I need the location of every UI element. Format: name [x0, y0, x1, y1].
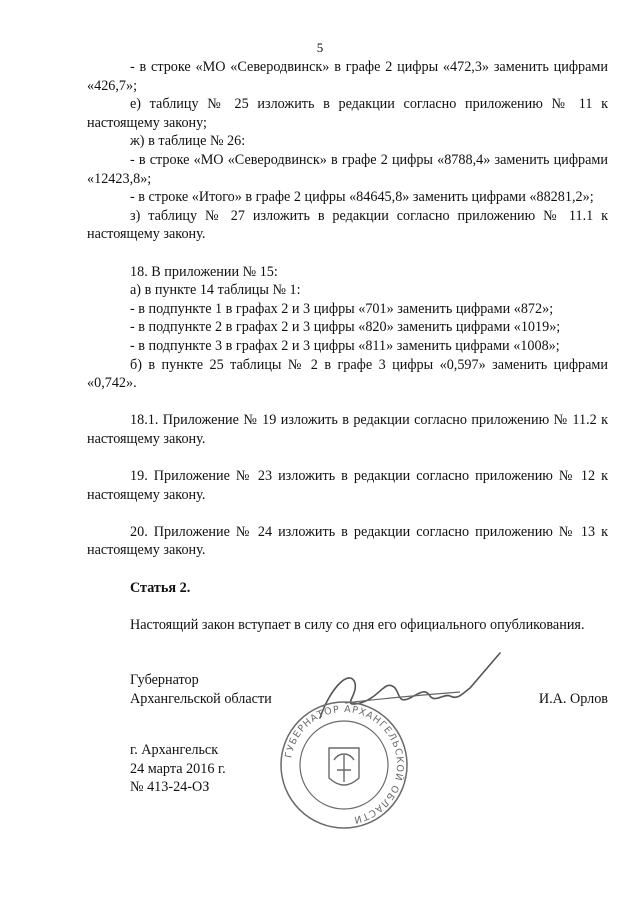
- paragraph: ж) в таблице № 26:: [130, 133, 246, 150]
- paragraph: 19. Приложение № 23 изложить в редакции согласно приложению № 12 к настоящему закону.: [87, 468, 608, 503]
- paragraph: 18.1. Приложение № 19 изложить в редакции согласно приложению № 11.2 к настоящему закону.: [87, 412, 608, 447]
- paragraph: - в строке «Итого» в графе 2 цифры «84645,8» заменить цифрами «88281,2»;: [130, 189, 594, 206]
- paragraph: з) таблицу № 27 изложить в редакции согласно приложению № 11.1 к настоящему закону.: [87, 207, 608, 243]
- signatory-title: [130, 671, 272, 708]
- paragraph: 20. Приложение № 24 изложить в редакции согласно приложению № 13 к настоящему закону.: [87, 523, 608, 559]
- paragraph: - в подпункте 2 в графах 2 и 3 цифры «820» заменить цифрами «1019»;: [130, 319, 561, 336]
- signatory-title-line1: Губернатор: [130, 672, 199, 688]
- paragraph: е) таблицу № 25 изложить в редакции согласно приложению № 11 к настоящему закону;: [87, 96, 608, 131]
- document-body: [87, 58, 608, 634]
- footer-city: г. Архангельск: [130, 742, 219, 758]
- footer-date: 24 марта 2016 г.: [130, 760, 226, 777]
- signatory-name: И.А. Орлов: [538, 691, 608, 707]
- article-text: Настоящий закон вступает в силу со дня его официального опубликования.: [130, 616, 585, 633]
- page-number: 5: [316, 40, 324, 55]
- official-seal-icon: [279, 700, 409, 830]
- paragraph: - в подпункте 3 в графах 2 и 3 цифры «811» заменить цифрами «1008»;: [130, 337, 560, 354]
- signatory-title-line2: Архангельской области: [130, 690, 272, 707]
- paragraph: - в подпункте 1 в графах 2 и 3 цифры «701» заменить цифрами «872»;: [130, 300, 554, 317]
- paragraph: а) в пункте 14 таблицы № 1:: [130, 282, 301, 299]
- paragraph: б) в пункте 25 таблицы № 2 в графе 3 цифры «0,597» заменить цифрами «0,742».: [87, 356, 608, 392]
- paragraph: 18. В приложении № 15:: [130, 263, 278, 280]
- seal-text: ГУБЕРНАТОР АРХАНГЕЛЬСКОЙ ОБЛАСТИ: [283, 703, 406, 826]
- document-footer: [130, 741, 226, 797]
- footer-number: № 413-24-ОЗ: [130, 779, 210, 796]
- paragraph: - в строке «МО «Северодвинск» в графе 2 цифры «8788,4» заменить цифрами «12423,8»;: [87, 151, 608, 187]
- paragraph: - в строке «МО «Северодвинск» в графе 2 цифры «472,3» заменить цифрами «426,7»;: [87, 59, 608, 94]
- article-heading: Статья 2.: [130, 579, 191, 596]
